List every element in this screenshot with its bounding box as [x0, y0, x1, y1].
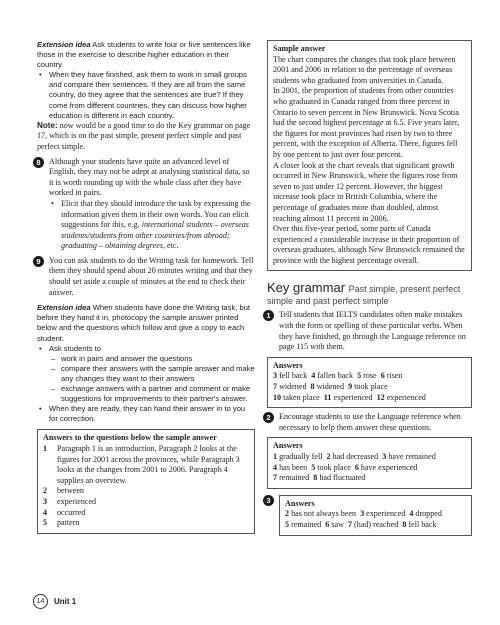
step-number-9: 9	[33, 256, 44, 267]
answer-item: 1 Paragraph 1 is an introduction, Paragraph 2 looks at the figures for 2001 across the provinces, while Paragraph 3 looks at the changes from 2001 to 2006. Paragraph 4 supplies an overview.	[43, 443, 240, 485]
step-8	[37, 157, 255, 252]
sub-bullet: – exchange answers with a partner and comment or make suggestions for improvements to their partner's answer.	[49, 384, 255, 404]
step-number-1: 1	[263, 310, 274, 321]
extension-2-bullets	[37, 344, 255, 425]
sample-paragraph-4: Over this five-year period, some parts of Canada experienced a considerable increase in their proportion of overseas graduates, although New Brunswick remained the province with the highest percentage overall.	[273, 224, 465, 265]
answer-line: 7 widened 8 widened 9 took place	[273, 382, 388, 392]
sub-bullet: – compare their answers with the sample answer and make any changes they want to their answers	[49, 364, 255, 384]
extension-2-bullet-2: • When they are ready, they can hand their answer in to you for correction.	[37, 404, 255, 424]
sub-bullet: – work in pairs and answer the questions	[49, 354, 255, 364]
left-column	[37, 40, 255, 534]
kg-answers-2	[267, 437, 472, 488]
key-grammar-subtitle: Past simple, present perfect	[348, 284, 461, 295]
answers-box-title: Answers to the questions below the sample answer	[43, 433, 217, 443]
step-number-8: 8	[33, 157, 44, 168]
key-grammar-section	[267, 281, 472, 535]
extension-idea-1	[37, 40, 255, 70]
answer-line: 5 remained 6 saw 7 (had) reached 8 fell back	[285, 519, 437, 529]
answers-title: Answers	[285, 498, 315, 508]
answers-list	[43, 444, 249, 529]
answer-item: 5 pattern	[43, 518, 80, 528]
kg-step-2-text: Encourage students to use the Language reference when necessary to help them answer these questions.	[279, 412, 461, 432]
sample-paragraph-2: In 2001, the proportion of students from other countries who graduated in Canada ranged from three percent in Ontario to seven percent in New Brunswick. Nova Scotia had the second highest percentage at 6.5. Five years later, the figures for most provinces had risen by two to three percent, with the exception of Alberta. There, figures fell by one percent to just over four percent.	[273, 86, 460, 159]
answer-item: 4 occurred	[43, 507, 86, 517]
key-grammar-subtitle-2: simple and past perfect simple	[267, 296, 389, 307]
key-grammar-title: Key grammar	[267, 280, 346, 296]
kg-step-1-text: Tell students that IELTS candidates often make mistakes with the form or spelling of these particular verbs. When they have finished, go through the Language reference on page 115 with them.	[279, 310, 466, 352]
answer-line: 1 gradually fell 2 had decreased 3 have remained	[273, 452, 436, 461]
right-column	[267, 40, 472, 536]
kg-answers-3	[279, 495, 472, 536]
extension-1-bullet: • When they have finished, ask them to work in small groups and compare their sentences. If they are all from the same country, do they agree that the sentences are true? If they come from different countries, they can discuss how higher education is different in each country.	[37, 70, 255, 120]
extension-idea-label: Extension idea	[37, 303, 91, 313]
answer-line: 10 taken place 11 experienced 12 experienced	[273, 392, 426, 402]
answers-title: Answers	[273, 360, 303, 370]
example-phrases: international students – overseas students/students from other countries/from abroad; graduating – obtaining degrees,	[61, 220, 249, 251]
sample-answer-box	[267, 40, 472, 271]
note-label: Note:	[37, 120, 58, 130]
kg-step-3	[267, 495, 472, 536]
step-8-bullets	[49, 199, 255, 252]
note	[37, 121, 255, 153]
kg-step-1	[267, 310, 472, 352]
step-9	[37, 256, 255, 298]
kg-step-2	[267, 412, 472, 433]
answer-line: 7 remained 8 had fluctuated	[273, 473, 366, 483]
step-9-text: You can ask students to do the Writing task for homework. Tell them they should spend about 20 minutes writing and that they should set aside a couple of minutes at the end to check their answer.	[49, 255, 254, 297]
extension-idea-label: Extension idea	[37, 40, 91, 49]
extension-2-bullet-1: • Ask students to – work in pairs and answer the questions – compare their answers with the sample answer and make any changes they want to their answers – exchange answers with a partner and comment or make suggestions for improvements to their partner's answer.	[37, 344, 255, 405]
answer-item: 3 experienced	[43, 496, 97, 506]
answer-item: 2 between	[43, 486, 84, 496]
sub-bullets	[49, 354, 255, 404]
extension-idea-2	[37, 303, 255, 343]
step-number-3: 3	[263, 495, 274, 506]
step-8-bullet: • Elicit that they should introduce the task by expressing the information given them in their own words. You can elicit suggestions for this, e.g. international students – overseas students/students from other countries/from abroad; graduating – obtaining degrees, etc.	[49, 199, 255, 252]
answer-line: 2 has not always been 3 experienced 4 dropped	[285, 509, 442, 519]
answers-title: Answers	[273, 441, 303, 451]
extension-idea-text: Ask students to write four or five sentences like those in the exercise to describe higher education in their country.	[37, 40, 251, 70]
step-number-2: 2	[263, 412, 274, 423]
answer-line: 3 fell back 4 fallen back 5 rose 6 risen	[273, 371, 403, 381]
answer-line: 4 has been 5 took place 6 have experienced	[273, 462, 418, 472]
page-number: 14	[33, 594, 48, 609]
answers-box	[37, 429, 255, 533]
step-8-text: Although your students have quite an advanced level of English, they may not be adept at analysing statistical data, so it is worth rounding up with the whole class after they have worked in pairs.	[49, 156, 250, 198]
page-footer	[33, 594, 76, 609]
unit-label: Unit 1	[54, 597, 77, 606]
note-text: now would be a good time to do the Key grammar on page 17, which is on the past simple, present perfect simple and past perfect simple.	[37, 120, 251, 151]
sample-paragraph-1: The chart compares the changes that took place between 2001 and 2006 in relation to the percentage of overseas students who graduated from universities in Canada.	[273, 54, 456, 85]
sample-paragraph-3: A closer look at the chart reveals that significant growth occurred in New Brunswick, where the figures rose from seven to just under 12 percent. However, the biggest increase took place in British Columbia, where the percentage of graduates more than doubled, almost reaching almost 11 percent in 2006.	[273, 160, 458, 223]
sample-answer-title: Sample answer	[273, 44, 326, 53]
kg-answers-1	[267, 357, 472, 408]
extension-1-bullets	[37, 70, 255, 120]
extension-idea-text: When students have done the Writing task, but before they hand it in, photocopy the sample answer printed below and the questions which follow and give a copy to each student.	[37, 303, 251, 343]
key-grammar-heading	[267, 281, 472, 296]
